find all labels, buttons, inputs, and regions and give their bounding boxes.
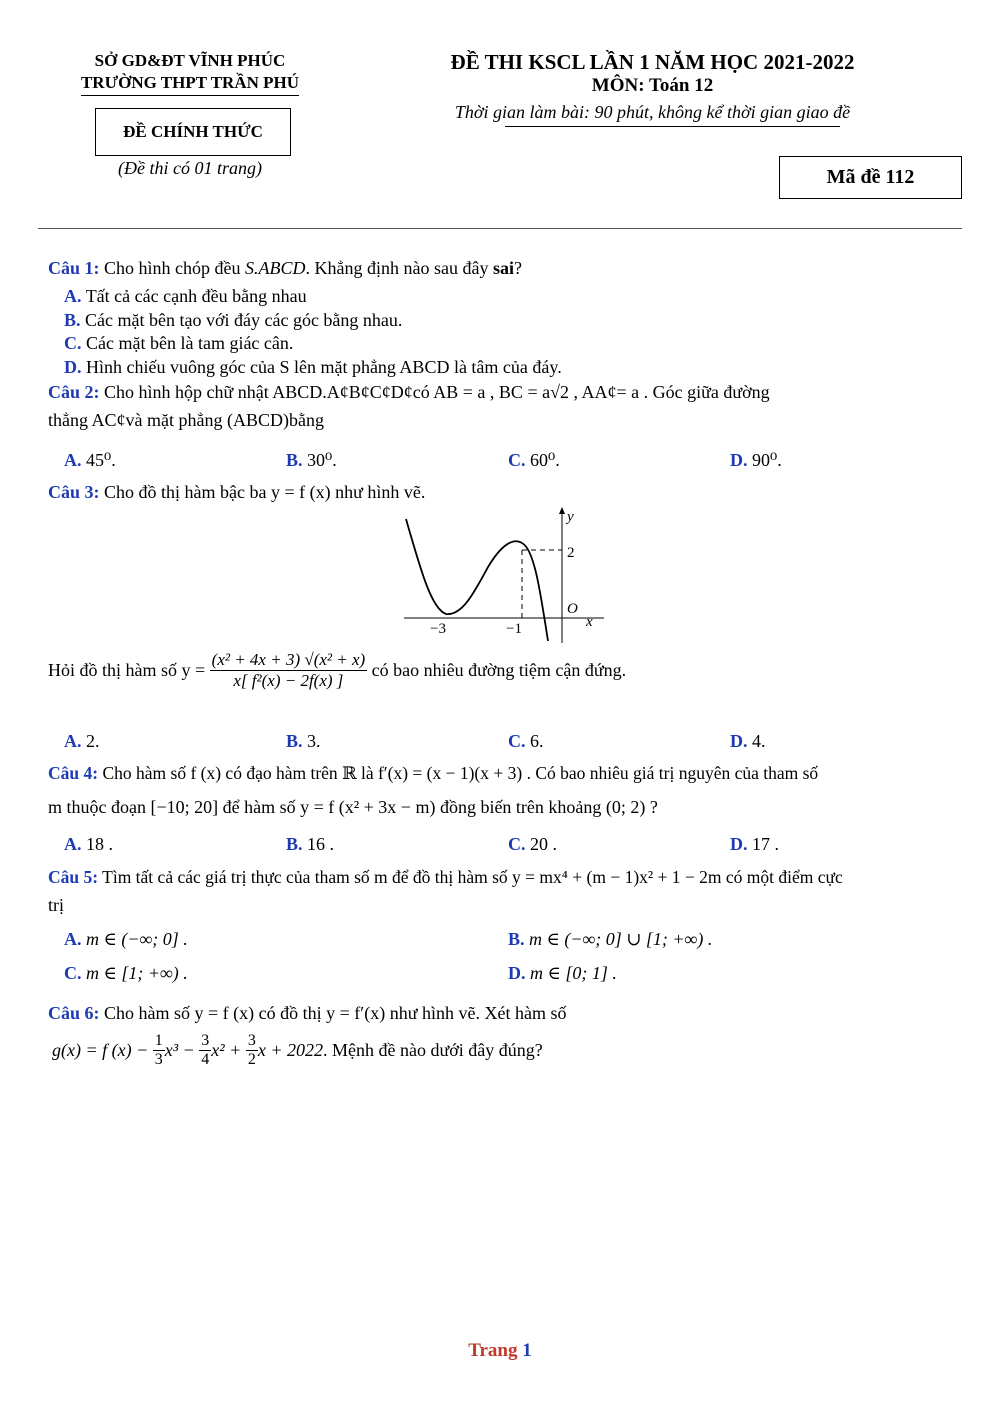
time-note: Thời gian làm bài: 90 phút, không kể thời gian giao đề (454, 102, 851, 122)
frac-num: 1 (154, 1032, 163, 1049)
option-text: 16 . (307, 834, 335, 854)
page-number: 1 (522, 1340, 532, 1361)
q6-formula (52, 1032, 543, 1069)
q3-numerator: (x² + 4x + 3) √(x² + x) (211, 650, 366, 669)
q4-stem (48, 763, 818, 784)
option-key: B. (286, 450, 303, 470)
q6-frac-3 (246, 1032, 258, 1069)
q3-option-a[interactable] (64, 731, 100, 752)
exam-code-box: Mã đề 112 (779, 156, 962, 199)
option-key: B. (508, 929, 525, 949)
q3-text-1: Cho đồ thị hàm bậc ba y = f (x) như hình vẽ. (104, 482, 426, 502)
option-key: D. (730, 834, 748, 854)
option-key: D. (508, 963, 526, 983)
option-text: Các mặt bên tạo với đáy các góc bằng nhau. (85, 310, 403, 330)
q3-option-d[interactable] (730, 731, 766, 752)
q6-term-3: x + 2022 (257, 1040, 323, 1060)
option-key: A. (64, 731, 82, 751)
q6-text-1: Cho hàm số y = f (x) có đồ thị y = f′(x) như hình vẽ. Xét hàm số (104, 1003, 567, 1023)
q3-denominator: x[ f²(x) − 2f(x) ] (233, 671, 344, 690)
frac-num: 3 (247, 1032, 256, 1049)
q2-option-c[interactable] (508, 450, 560, 471)
option-key: C. (508, 834, 526, 854)
q1-text-c: ? (514, 258, 522, 278)
official-badge: ĐỀ CHÍNH THỨC (95, 108, 291, 156)
school-name: TRƯỜNG THPT TRẦN PHÚ (81, 72, 299, 96)
origin-label: O (567, 601, 578, 617)
option-text: 18 . (86, 834, 113, 854)
option-text: 2. (86, 731, 100, 751)
header-separator (38, 228, 962, 229)
q3-option-c[interactable] (508, 731, 544, 752)
dept-name: SỞ GD&ĐT VĨNH PHÚC (94, 51, 286, 70)
tick-x-neg1: −1 (506, 621, 522, 637)
q1-text-b: . Khẳng định nào sau đây (305, 258, 489, 278)
q5-option-b[interactable] (508, 929, 712, 950)
frac-den: 2 (247, 1051, 256, 1068)
q1-stem (48, 258, 522, 279)
option-key: A. (64, 286, 82, 306)
pages-note: (Đề thi có 01 trang) (118, 158, 262, 178)
y-axis-label: y (567, 509, 574, 525)
q1-emphasis: sai (492, 258, 514, 278)
x-axis-label: x (586, 614, 593, 630)
option-text: Các mặt bên là tam giác cân. (86, 333, 294, 353)
q4-option-c[interactable] (508, 834, 557, 855)
option-key: D. (64, 357, 82, 377)
frac-num: 3 (201, 1032, 210, 1049)
option-text: Tất cả các cạnh đều bằng nhau (85, 286, 307, 306)
footer-word: Trang (468, 1340, 518, 1361)
q5-text-1: Tìm tất cả các giá trị thực của tham số m để đồ thị hàm số y = mx⁴ + (m − 1)x² + 1 − 2m có một điểm cực (102, 867, 843, 887)
frac-den: 3 (154, 1051, 163, 1068)
q3-label: Câu 3: (48, 482, 100, 502)
option-key: C. (64, 963, 82, 983)
tick-x-neg3: −3 (430, 621, 446, 637)
q3-option-b[interactable] (286, 731, 321, 752)
q2-stem (48, 382, 770, 403)
option-text: 30⁰. (307, 450, 337, 470)
option-key: B. (64, 310, 81, 330)
q3-question (48, 650, 626, 691)
option-text: m ∈ (−∞; 0] ∪ [1; +∞) . (529, 929, 713, 949)
q2-option-d[interactable] (730, 450, 782, 471)
option-key: C. (508, 450, 526, 470)
option-text: m ∈ (−∞; 0] . (86, 929, 188, 949)
q6-frac-2 (199, 1032, 211, 1069)
q5-stem (48, 867, 843, 888)
q3-prefix: Hỏi đồ thị hàm số y = (48, 660, 206, 680)
q1-option-b[interactable] (64, 310, 402, 331)
q5-option-a[interactable] (64, 929, 188, 950)
q4-label: Câu 4: (48, 763, 99, 783)
option-key: A. (64, 834, 82, 854)
option-text: Hình chiếu vuông góc của S lên mặt phẳng ABCD là tâm của đáy. (86, 357, 562, 377)
q4-text-1: Cho hàm số f (x) có đạo hàm trên ℝ là f′(x) = (x − 1)(x + 3) . Có bao nhiêu giá trị nguyên của tham số (102, 763, 819, 783)
q1-math: S.ABCD (245, 258, 306, 278)
q2-option-b[interactable] (286, 450, 337, 471)
q5-stem-2: trị (48, 895, 64, 915)
q6-frac-1 (153, 1032, 165, 1069)
y-arrow-icon (559, 507, 565, 514)
page-footer (0, 1340, 1000, 1362)
q3-stem (48, 482, 425, 503)
option-key: C. (508, 731, 526, 751)
q2-option-a[interactable] (64, 450, 116, 471)
option-key: A. (64, 450, 82, 470)
frac-den: 4 (201, 1051, 210, 1068)
q6-term-2: x² + (211, 1040, 242, 1060)
option-text: 4. (752, 731, 766, 751)
option-text: 90⁰. (752, 450, 782, 470)
q4-option-a[interactable] (64, 834, 113, 855)
title-underline (505, 126, 840, 127)
q1-text: Cho hình chóp đều (104, 258, 241, 278)
option-text: 20 . (530, 834, 557, 854)
q4-option-d[interactable] (730, 834, 779, 855)
q2-text-1: Cho hình hộp chữ nhật ABCD.A¢B¢C¢D¢có AB = a , BC = a√2 , AA¢= a . Góc giữa đường (104, 382, 770, 402)
cubic-graph (400, 505, 610, 645)
q1-option-a[interactable] (64, 286, 307, 307)
option-key: A. (64, 929, 82, 949)
q2-stem-2: thẳng AC¢và mặt phẳng (ABCD)bằng (48, 410, 324, 430)
cubic-curve (406, 519, 548, 641)
header-right (380, 50, 925, 124)
q6-term-1: x³ − (164, 1040, 195, 1060)
q6-stem (48, 1003, 566, 1024)
q2-label: Câu 2: (48, 382, 100, 402)
option-text: 3. (307, 731, 321, 751)
exam-title: ĐỀ THI KSCL LẦN 1 NĂM HỌC 2021-2022 (450, 50, 855, 74)
option-text: 60⁰. (530, 450, 560, 470)
option-text: 17 . (752, 834, 779, 854)
q3-fraction (210, 650, 368, 691)
q1-label: Câu 1: (48, 258, 100, 278)
q1-option-c[interactable] (64, 333, 293, 354)
q6-label: Câu 6: (48, 1003, 100, 1023)
tick-y-2: 2 (567, 545, 575, 561)
option-text: m ∈ [0; 1] . (530, 963, 617, 983)
q3-suffix: có bao nhiêu đường tiệm cận đứng. (371, 660, 627, 680)
subject: MÔN: Toán 12 (591, 75, 714, 96)
option-text: 6. (530, 731, 544, 751)
q5-option-c[interactable] (64, 963, 188, 984)
option-key: D. (730, 450, 748, 470)
q1-option-d[interactable] (64, 357, 562, 378)
option-key: B. (286, 834, 303, 854)
q4-option-b[interactable] (286, 834, 334, 855)
q6-suffix: . Mệnh đề nào dưới đây đúng? (322, 1040, 543, 1060)
q5-label: Câu 5: (48, 867, 99, 887)
option-key: C. (64, 333, 82, 353)
option-key: B. (286, 731, 303, 751)
option-text: m ∈ [1; +∞) . (86, 963, 188, 983)
q4-stem-2: m thuộc đoạn [−10; 20] để hàm số y = f (x² + 3x − m) đồng biến trên khoảng (0; 2) ? (48, 797, 658, 817)
header-left (40, 50, 340, 96)
option-text: 45⁰. (86, 450, 116, 470)
q6-g-prefix: g(x) = f (x) − (52, 1040, 149, 1060)
option-key: D. (730, 731, 748, 751)
q5-option-d[interactable] (508, 963, 617, 984)
